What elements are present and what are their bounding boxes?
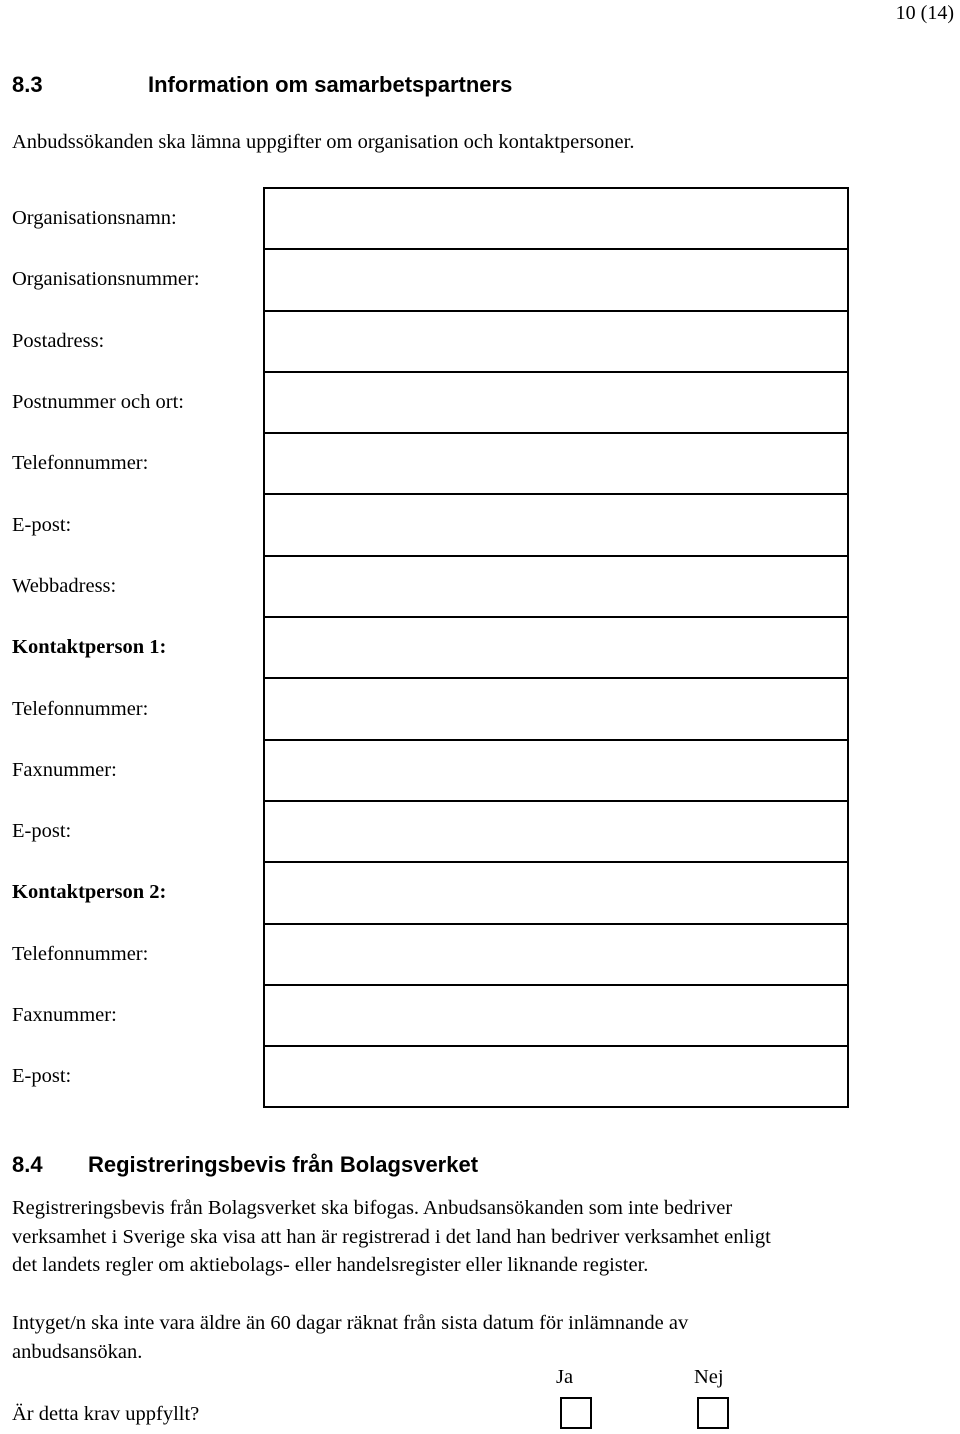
no-checkbox[interactable] [697, 1397, 729, 1429]
field-label: Webbadress: [12, 574, 117, 597]
form-row [4, 801, 848, 862]
field-input[interactable] [264, 372, 848, 433]
section-number: 8.4 [12, 1152, 43, 1177]
form-row [4, 188, 848, 249]
field-input[interactable] [264, 924, 848, 985]
requirement-question: Är detta krav uppfyllt? [12, 1403, 200, 1425]
field-label: E-post: [12, 513, 72, 536]
field-input[interactable] [264, 433, 848, 494]
form-row [4, 311, 848, 372]
field-label: Postadress: [12, 329, 105, 352]
paragraph-line: Registreringsbevis från Bolagsverket ska bifogas. Anbudsansökanden som inte bedriver [12, 1197, 733, 1219]
section-heading-8-4 [12, 1152, 479, 1178]
form-row [4, 556, 848, 617]
paragraph-line: det landets regler om aktiebolags- eller handelsregister eller liknande register. [12, 1254, 649, 1276]
paragraph-line: anbudsansökan. [12, 1340, 143, 1363]
field-input[interactable] [264, 740, 848, 801]
section-title: Information om samarbetspartners [148, 72, 513, 97]
form-row [4, 678, 848, 739]
field-label: Telefonnummer: [12, 942, 149, 965]
form-row [4, 924, 848, 985]
form-row [4, 433, 848, 494]
certificate-age-paragraph [12, 1309, 912, 1366]
form-row [4, 249, 848, 310]
field-label: Faxnummer: [12, 758, 117, 781]
field-label: Organisationsnamn: [12, 207, 177, 230]
field-label: Faxnummer: [12, 1004, 117, 1026]
field-input[interactable] [264, 188, 848, 249]
field-label: E-post: [12, 1065, 72, 1088]
field-label: Kontaktperson 1: [12, 636, 167, 659]
field-input[interactable] [264, 617, 848, 678]
form-row [4, 862, 848, 923]
paragraph-line: Intyget/n ska inte vara äldre än 60 dagar räknat från sista datum för inlämnande av [12, 1312, 689, 1334]
section-number: 8.3 [12, 72, 43, 97]
form-row [4, 494, 848, 555]
form-row [4, 617, 848, 678]
field-label: Telefonnummer: [12, 697, 149, 720]
field-input[interactable] [264, 862, 848, 923]
page-number: 10 (14) [895, 2, 954, 24]
field-input[interactable] [264, 801, 848, 862]
form-row [4, 372, 848, 433]
field-input[interactable] [264, 494, 848, 555]
registration-paragraph [12, 1194, 952, 1280]
yes-checkbox[interactable] [560, 1397, 592, 1429]
field-input[interactable] [264, 985, 848, 1046]
field-input[interactable] [264, 678, 848, 739]
yes-label: Ja [556, 1366, 574, 1388]
section-heading-8-3 [12, 72, 513, 98]
field-label: Kontaktperson 2: [12, 881, 167, 904]
field-input[interactable] [264, 556, 848, 617]
no-label: Nej [694, 1366, 724, 1388]
field-label: Organisationsnummer: [12, 268, 200, 291]
field-label: Telefonnummer: [12, 452, 149, 475]
field-input[interactable] [264, 249, 848, 310]
field-label: Postnummer och ort: [12, 391, 184, 414]
paragraph-line: verksamhet i Sverige ska visa att han är registrerad i det land han bedriver verksamhet enligt [12, 1225, 771, 1248]
section-title: Registreringsbevis från Bolagsverket [88, 1152, 479, 1177]
form-row [4, 740, 848, 801]
form-row [4, 1046, 848, 1107]
form-row [4, 985, 848, 1046]
field-input[interactable] [264, 1046, 848, 1107]
section-intro: Anbudssökanden ska lämna uppgifter om organisation och kontaktpersoner. [12, 131, 635, 153]
partner-info-form [4, 187, 849, 1108]
field-input[interactable] [264, 311, 848, 372]
field-label: E-post: [12, 820, 72, 843]
